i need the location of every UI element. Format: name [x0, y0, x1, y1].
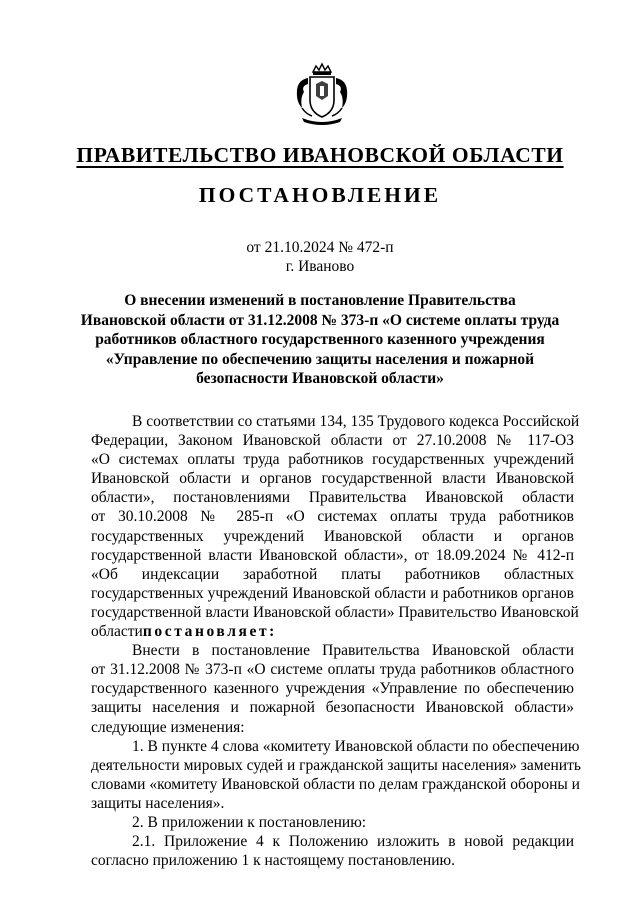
body-line: от 31.12.2008 № 373-п «О системе оплаты труда работников областного [91, 661, 574, 679]
body-line-prefix: области [91, 623, 143, 641]
body-line: «О системах оплаты труда работников государственных учреждений [91, 451, 574, 469]
subject-line: О внесении изменений в постановление Правительства [124, 292, 516, 309]
body-line: согласно приложению 1 к настоящему постановлению. [91, 852, 455, 870]
body-line: Внести в постановление Правительства Ивановской области [132, 642, 574, 660]
body-line: 1. В пункте 4 слова «комитету Ивановской области по обеспечению [132, 737, 580, 755]
subject-line: работников областного государственного казенного учреждения [95, 331, 545, 348]
body-line: защиты населения и пожарной безопасности Ивановской области» [91, 699, 574, 717]
date-number: от 21.10.2024 № 472-п [246, 239, 394, 256]
body-line-decree [91, 622, 574, 641]
government-title: ПРАВИТЕЛЬСТВО ИВАНОВСКОЙ ОБЛАСТИ [76, 143, 564, 167]
subject-line: Ивановской области от 31.12.2008 № 373-п «О системе оплаты труда [80, 311, 560, 329]
body-line: государственной власти Ивановской области», от 18.09.2024 № 412-п [91, 546, 574, 564]
document-subject [70, 291, 570, 389]
document-meta [0, 238, 640, 276]
body-line: Федерации, Законом Ивановской области от 27.10.2008 № 117-ОЗ [91, 432, 574, 450]
body-line: В соответствии со статьями 134, 135 Трудового кодекса Российской [132, 413, 580, 430]
body-line: деятельности мировых судей и гражданской защиты населения» заменить [91, 756, 581, 774]
body-line: государственных учреждений Ивановской области и органов [91, 527, 574, 545]
body-line: следующие изменения: [91, 718, 245, 736]
city: г. Иваново [285, 258, 355, 275]
body-line: области», постановлениями Правительства Ивановской области [91, 489, 574, 507]
body-line: государственной власти Ивановской области» Правительство Ивановской [91, 603, 579, 621]
body-line: словами «комитету Ивановской области по делам гражданской обороны и [91, 775, 580, 793]
body-line: Ивановской области и органов государственной власти Ивановской [91, 470, 574, 488]
body-line: 2. В приложении к постановлению: [132, 813, 367, 831]
body-line: 2.1. Приложение 4 к Положению изложить в новой редакции [132, 833, 574, 851]
subject-line: безопасности Ивановской области» [196, 370, 444, 387]
body-line: государственных учреждений Ивановской области и работников органов [91, 584, 574, 602]
document-type: ПОСТАНОВЛЕНИЕ [198, 183, 442, 207]
subject-line: «Управление по обеспечению защиты населения и пожарной [105, 350, 535, 368]
coat-of-arms-emblem [292, 62, 352, 128]
decree-word: постановляет: [142, 623, 277, 641]
body-line: защиты населения». [91, 794, 225, 812]
body-line: «Об индексации заработной платы работников областных [91, 565, 574, 583]
document-body [91, 412, 581, 870]
body-line: от 30.10.2008 № 285-п «О системах оплаты труда работников [91, 508, 574, 526]
body-line: государственного казенного учреждения «Управление по обеспечению [91, 680, 574, 698]
